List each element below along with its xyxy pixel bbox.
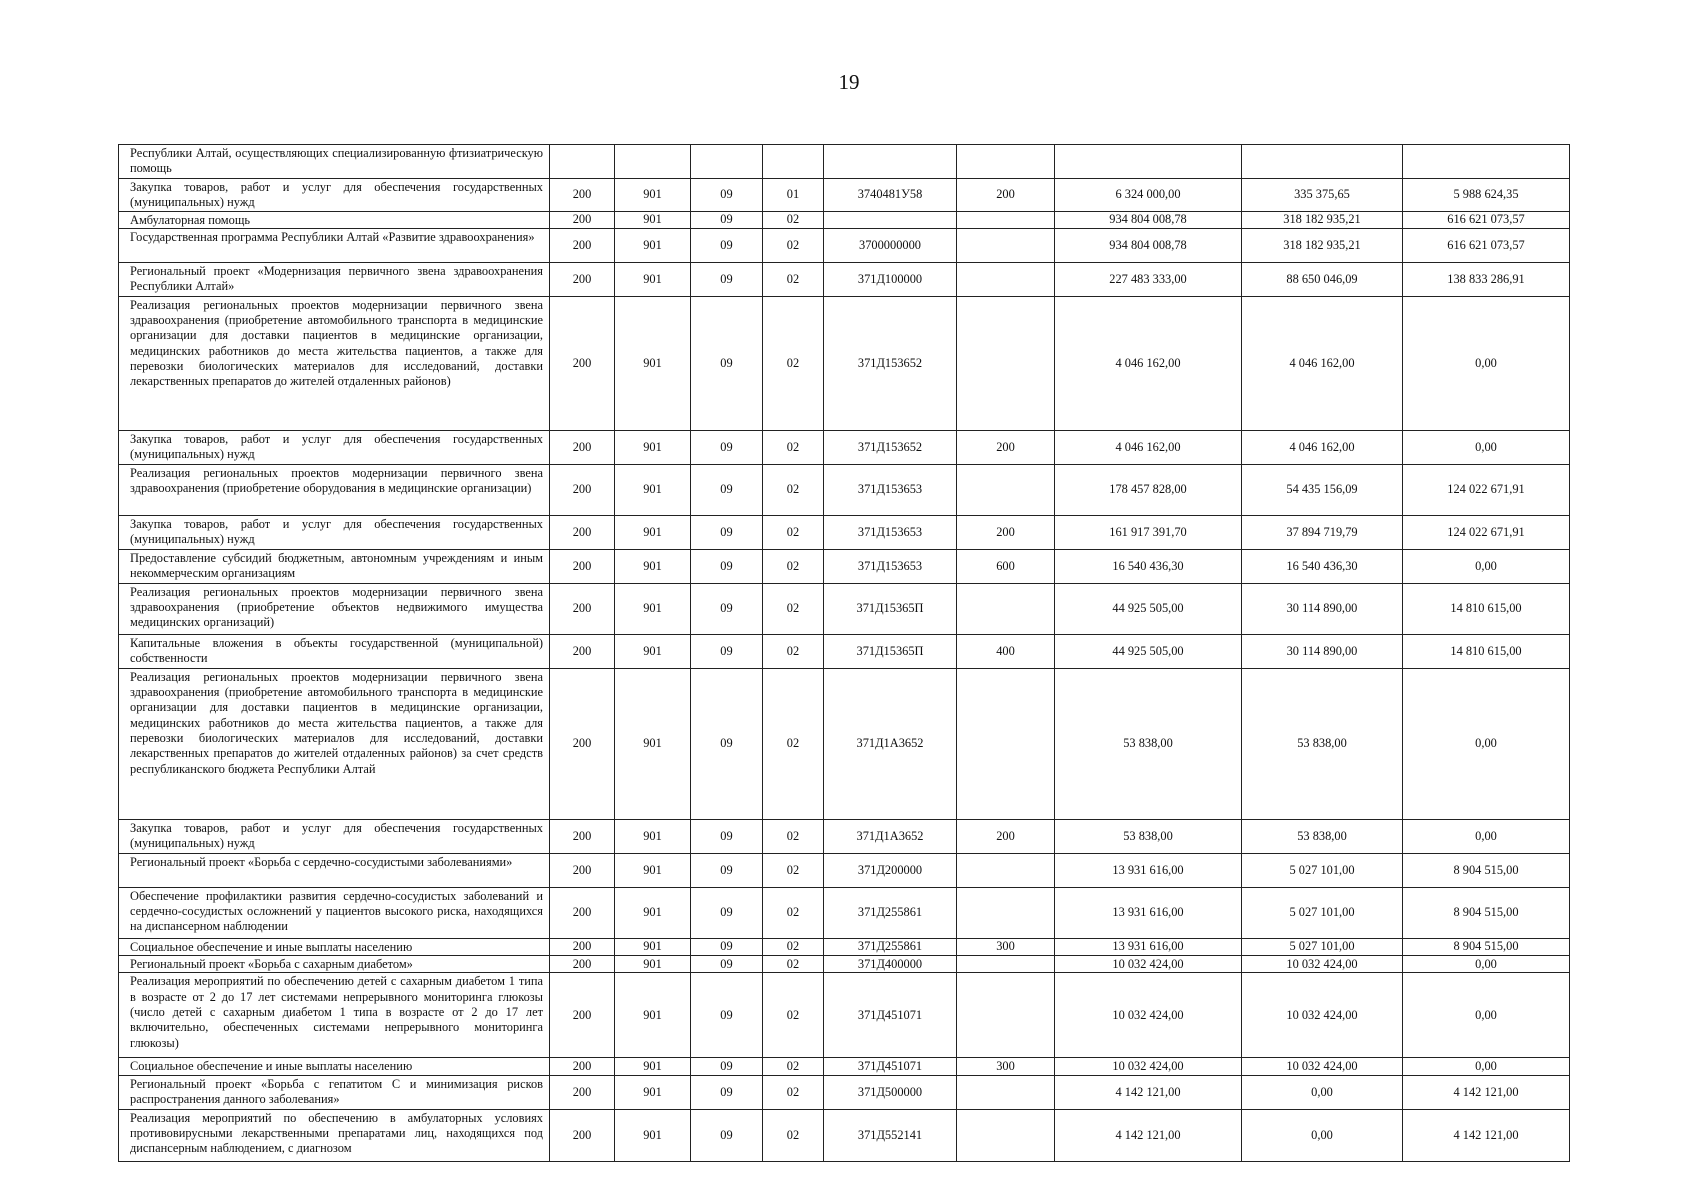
- table-row: [119, 668, 1570, 819]
- row-description: Республики Алтай, осуществляющих специализированную фтизиатрическую помощь: [119, 145, 550, 179]
- remainder-amount: 0,00: [1403, 296, 1570, 430]
- section-code: 09: [691, 973, 763, 1058]
- subsection-code: [763, 145, 824, 179]
- table-row: [119, 973, 1570, 1058]
- expense-type-code: 400: [957, 634, 1055, 668]
- remainder-amount: 0,00: [1403, 819, 1570, 853]
- ministry-code: 901: [615, 228, 691, 262]
- subsection-code: 02: [763, 668, 824, 819]
- section-code: 09: [691, 938, 763, 955]
- ministry-code: 901: [615, 179, 691, 212]
- executed-amount: 54 435 156,09: [1242, 464, 1403, 515]
- executed-amount: 30 114 890,00: [1242, 583, 1403, 634]
- admin-code: 200: [550, 853, 615, 887]
- ministry-code: 901: [615, 668, 691, 819]
- expense-type-code: [957, 145, 1055, 179]
- table-row: [119, 1109, 1570, 1161]
- expense-type-code: [957, 668, 1055, 819]
- remainder-amount: 0,00: [1403, 549, 1570, 583]
- executed-amount: 37 894 719,79: [1242, 515, 1403, 549]
- row-description: Реализация мероприятий по обеспечению в амбулаторных условиях противовирусными лекарственными препаратами лиц, находящихся под диспансерным наблюдением, с диагнозом: [119, 1109, 550, 1161]
- subsection-code: 02: [763, 938, 824, 955]
- row-description: Реализация региональных проектов модернизации первичного звена здравоохранения (приобретение объектов недвижимого имущества медицинских организаций): [119, 583, 550, 634]
- remainder-amount: 0,00: [1403, 973, 1570, 1058]
- ministry-code: 901: [615, 853, 691, 887]
- ministry-code: 901: [615, 262, 691, 296]
- section-code: 09: [691, 296, 763, 430]
- executed-amount: [1242, 145, 1403, 179]
- subsection-code: 02: [763, 549, 824, 583]
- table-row: [119, 296, 1570, 430]
- planned-amount: 10 032 424,00: [1055, 1058, 1242, 1075]
- expense-type-code: 200: [957, 430, 1055, 464]
- table-row: [119, 515, 1570, 549]
- remainder-amount: 8 904 515,00: [1403, 853, 1570, 887]
- row-description: Региональный проект «Модернизация первичного звена здравоохранения Республики Алтай»: [119, 262, 550, 296]
- section-code: 09: [691, 1075, 763, 1109]
- ministry-code: 901: [615, 549, 691, 583]
- subsection-code: 02: [763, 853, 824, 887]
- row-description: Закупка товаров, работ и услуг для обеспечения государственных (муниципальных) нужд: [119, 515, 550, 549]
- ministry-code: 901: [615, 819, 691, 853]
- remainder-amount: 4 142 121,00: [1403, 1109, 1570, 1161]
- remainder-amount: 0,00: [1403, 1058, 1570, 1075]
- row-description: Реализация региональных проектов модернизации первичного звена здравоохранения (приобретение оборудования в медицинские организации): [119, 464, 550, 515]
- table-row: [119, 179, 1570, 212]
- section-code: 09: [691, 211, 763, 228]
- target-article-code: 3740481У58: [824, 179, 957, 212]
- subsection-code: 02: [763, 819, 824, 853]
- planned-amount: 10 032 424,00: [1055, 956, 1242, 973]
- subsection-code: 02: [763, 956, 824, 973]
- subsection-code: 02: [763, 1058, 824, 1075]
- admin-code: 200: [550, 296, 615, 430]
- executed-amount: 318 182 935,21: [1242, 228, 1403, 262]
- table-row: [119, 464, 1570, 515]
- admin-code: 200: [550, 1075, 615, 1109]
- subsection-code: 02: [763, 228, 824, 262]
- target-article-code: 3700000000: [824, 228, 957, 262]
- table-row: [119, 430, 1570, 464]
- section-code: 09: [691, 853, 763, 887]
- remainder-amount: 0,00: [1403, 430, 1570, 464]
- expense-type-code: [957, 973, 1055, 1058]
- subsection-code: 02: [763, 430, 824, 464]
- executed-amount: 5 027 101,00: [1242, 887, 1403, 938]
- executed-amount: 10 032 424,00: [1242, 956, 1403, 973]
- expense-type-code: [957, 228, 1055, 262]
- ministry-code: 901: [615, 956, 691, 973]
- row-description: Региональный проект «Борьба с сахарным диабетом»: [119, 956, 550, 973]
- table-row: [119, 887, 1570, 938]
- table-row: [119, 228, 1570, 262]
- row-description: Обеспечение профилактики развития сердечно-сосудистых заболеваний и сердечно-сосудистых осложнений у пациентов высокого риска, находящихся на диспансерном наблюдении: [119, 887, 550, 938]
- planned-amount: 4 046 162,00: [1055, 296, 1242, 430]
- section-code: [691, 145, 763, 179]
- expense-type-code: [957, 1075, 1055, 1109]
- subsection-code: 02: [763, 1109, 824, 1161]
- planned-amount: 227 483 333,00: [1055, 262, 1242, 296]
- section-code: 09: [691, 228, 763, 262]
- section-code: 09: [691, 464, 763, 515]
- row-description: Реализация региональных проектов модернизации первичного звена здравоохранения (приобретение автомобильного транспорта в медицинские организации для доставки пациентов в медицинские организации, медицинских работников до места жительства пациентов, а также для перевозки биологических материалов для исследований, доставки лекарственных препаратов до жителей отдаленных районов) за счет средств республиканского бюджета Республики Алтай: [119, 668, 550, 819]
- executed-amount: 5 027 101,00: [1242, 853, 1403, 887]
- row-description: Капитальные вложения в объекты государственной (муниципальной) собственности: [119, 634, 550, 668]
- remainder-amount: 0,00: [1403, 956, 1570, 973]
- executed-amount: 5 027 101,00: [1242, 938, 1403, 955]
- remainder-amount: 138 833 286,91: [1403, 262, 1570, 296]
- target-article-code: 371Д153653: [824, 515, 957, 549]
- planned-amount: 934 804 008,78: [1055, 211, 1242, 228]
- planned-amount: 53 838,00: [1055, 668, 1242, 819]
- expense-type-code: 300: [957, 938, 1055, 955]
- section-code: 09: [691, 262, 763, 296]
- target-article-code: 371Д1А3652: [824, 668, 957, 819]
- subsection-code: 02: [763, 1075, 824, 1109]
- section-code: 09: [691, 515, 763, 549]
- expense-type-code: [957, 262, 1055, 296]
- table-row: [119, 853, 1570, 887]
- target-article-code: 371Д1А3652: [824, 819, 957, 853]
- executed-amount: 88 650 046,09: [1242, 262, 1403, 296]
- table-row: [119, 956, 1570, 973]
- admin-code: 200: [550, 515, 615, 549]
- planned-amount: 934 804 008,78: [1055, 228, 1242, 262]
- admin-code: 200: [550, 1058, 615, 1075]
- row-description: Закупка товаров, работ и услуг для обеспечения государственных (муниципальных) нужд: [119, 430, 550, 464]
- expense-type-code: [957, 211, 1055, 228]
- row-description: Закупка товаров, работ и услуг для обеспечения государственных (муниципальных) нужд: [119, 179, 550, 212]
- executed-amount: 318 182 935,21: [1242, 211, 1403, 228]
- admin-code: 200: [550, 179, 615, 212]
- planned-amount: [1055, 145, 1242, 179]
- admin-code: 200: [550, 668, 615, 819]
- section-code: 09: [691, 1109, 763, 1161]
- ministry-code: 901: [615, 1058, 691, 1075]
- expense-type-code: [957, 853, 1055, 887]
- ministry-code: 901: [615, 634, 691, 668]
- section-code: 09: [691, 634, 763, 668]
- subsection-code: 02: [763, 262, 824, 296]
- planned-amount: 16 540 436,30: [1055, 549, 1242, 583]
- row-description: Социальное обеспечение и иные выплаты населению: [119, 938, 550, 955]
- admin-code: [550, 145, 615, 179]
- ministry-code: 901: [615, 515, 691, 549]
- expense-type-code: [957, 464, 1055, 515]
- row-description: Государственная программа Республики Алтай «Развитие здравоохранения»: [119, 228, 550, 262]
- executed-amount: 16 540 436,30: [1242, 549, 1403, 583]
- planned-amount: 178 457 828,00: [1055, 464, 1242, 515]
- section-code: 09: [691, 549, 763, 583]
- admin-code: 200: [550, 262, 615, 296]
- expense-type-code: 200: [957, 515, 1055, 549]
- table-row: [119, 1075, 1570, 1109]
- planned-amount: 4 142 121,00: [1055, 1075, 1242, 1109]
- ministry-code: 901: [615, 973, 691, 1058]
- subsection-code: 02: [763, 634, 824, 668]
- page-number: 19: [838, 70, 860, 94]
- expense-type-code: 200: [957, 819, 1055, 853]
- expense-type-code: [957, 1109, 1055, 1161]
- target-article-code: 371Д153653: [824, 464, 957, 515]
- row-description: Региональный проект «Борьба с сердечно-сосудистыми заболеваниями»: [119, 853, 550, 887]
- target-article-code: 371Д15365П: [824, 634, 957, 668]
- subsection-code: 02: [763, 515, 824, 549]
- budget-table: [118, 144, 1570, 1162]
- planned-amount: 161 917 391,70: [1055, 515, 1242, 549]
- target-article-code: 371Д451071: [824, 1058, 957, 1075]
- subsection-code: 02: [763, 973, 824, 1058]
- remainder-amount: [1403, 145, 1570, 179]
- planned-amount: 4 046 162,00: [1055, 430, 1242, 464]
- executed-amount: 0,00: [1242, 1075, 1403, 1109]
- table-row: [119, 145, 1570, 179]
- expense-type-code: 200: [957, 179, 1055, 212]
- executed-amount: 53 838,00: [1242, 819, 1403, 853]
- table-row: [119, 262, 1570, 296]
- expense-type-code: 300: [957, 1058, 1055, 1075]
- expense-type-code: [957, 887, 1055, 938]
- table-row: [119, 583, 1570, 634]
- subsection-code: 02: [763, 211, 824, 228]
- target-article-code: [824, 211, 957, 228]
- section-code: 09: [691, 583, 763, 634]
- ministry-code: 901: [615, 211, 691, 228]
- table-row: [119, 819, 1570, 853]
- planned-amount: 6 324 000,00: [1055, 179, 1242, 212]
- ministry-code: 901: [615, 430, 691, 464]
- admin-code: 200: [550, 887, 615, 938]
- target-article-code: 371Д255861: [824, 938, 957, 955]
- remainder-amount: 124 022 671,91: [1403, 515, 1570, 549]
- expense-type-code: [957, 583, 1055, 634]
- planned-amount: 10 032 424,00: [1055, 973, 1242, 1058]
- table-row: [119, 634, 1570, 668]
- planned-amount: 44 925 505,00: [1055, 634, 1242, 668]
- section-code: 09: [691, 179, 763, 212]
- section-code: 09: [691, 1058, 763, 1075]
- admin-code: 200: [550, 973, 615, 1058]
- section-code: 09: [691, 668, 763, 819]
- expense-type-code: [957, 296, 1055, 430]
- remainder-amount: 14 810 615,00: [1403, 583, 1570, 634]
- ministry-code: 901: [615, 296, 691, 430]
- subsection-code: 02: [763, 583, 824, 634]
- section-code: 09: [691, 887, 763, 938]
- target-article-code: 371Д100000: [824, 262, 957, 296]
- admin-code: 200: [550, 956, 615, 973]
- table-row: [119, 549, 1570, 583]
- subsection-code: 02: [763, 296, 824, 430]
- admin-code: 200: [550, 1109, 615, 1161]
- row-description: Социальное обеспечение и иные выплаты населению: [119, 1058, 550, 1075]
- remainder-amount: 0,00: [1403, 668, 1570, 819]
- ministry-code: [615, 145, 691, 179]
- expense-type-code: 600: [957, 549, 1055, 583]
- ministry-code: 901: [615, 938, 691, 955]
- admin-code: 200: [550, 583, 615, 634]
- ministry-code: 901: [615, 887, 691, 938]
- expense-type-code: [957, 956, 1055, 973]
- admin-code: 200: [550, 228, 615, 262]
- target-article-code: 371Д451071: [824, 973, 957, 1058]
- planned-amount: 13 931 616,00: [1055, 938, 1242, 955]
- ministry-code: 901: [615, 1075, 691, 1109]
- target-article-code: 371Д255861: [824, 887, 957, 938]
- target-article-code: 371Д552141: [824, 1109, 957, 1161]
- row-description: Амбулаторная помощь: [119, 211, 550, 228]
- section-code: 09: [691, 430, 763, 464]
- planned-amount: 13 931 616,00: [1055, 887, 1242, 938]
- table-row: [119, 211, 1570, 228]
- ministry-code: 901: [615, 464, 691, 515]
- planned-amount: 13 931 616,00: [1055, 853, 1242, 887]
- subsection-code: 02: [763, 887, 824, 938]
- executed-amount: 4 046 162,00: [1242, 430, 1403, 464]
- remainder-amount: 8 904 515,00: [1403, 887, 1570, 938]
- admin-code: 200: [550, 211, 615, 228]
- subsection-code: 01: [763, 179, 824, 212]
- table-body: [119, 145, 1570, 1162]
- executed-amount: 10 032 424,00: [1242, 973, 1403, 1058]
- admin-code: 200: [550, 938, 615, 955]
- target-article-code: [824, 145, 957, 179]
- target-article-code: 371Д153653: [824, 549, 957, 583]
- section-code: 09: [691, 819, 763, 853]
- row-description: Реализация мероприятий по обеспечению детей с сахарным диабетом 1 типа в возрасте от 2 до 17 лет системами непрерывного мониторинга глюкозы (число детей с сахарным диабетом 1 типа в возрасте от 2 до 17 лет включительно, обеспеченных системами непрерывного мониторинга глюкозы): [119, 973, 550, 1058]
- subsection-code: 02: [763, 464, 824, 515]
- row-description: Реализация региональных проектов модернизации первичного звена здравоохранения (приобретение автомобильного транспорта в медицинские организации для доставки пациентов в медицинские организации, медицинских работников до места жительства пациентов, а также для перевозки биологических материалов для исследований, доставки лекарственных препаратов до жителей отдаленных районов): [119, 296, 550, 430]
- executed-amount: 0,00: [1242, 1109, 1403, 1161]
- executed-amount: 10 032 424,00: [1242, 1058, 1403, 1075]
- target-article-code: 371Д153652: [824, 296, 957, 430]
- remainder-amount: 616 621 073,57: [1403, 211, 1570, 228]
- planned-amount: 44 925 505,00: [1055, 583, 1242, 634]
- admin-code: 200: [550, 634, 615, 668]
- executed-amount: 53 838,00: [1242, 668, 1403, 819]
- row-description: Закупка товаров, работ и услуг для обеспечения государственных (муниципальных) нужд: [119, 819, 550, 853]
- table-row: [119, 938, 1570, 955]
- remainder-amount: 4 142 121,00: [1403, 1075, 1570, 1109]
- target-article-code: 371Д400000: [824, 956, 957, 973]
- target-article-code: 371Д153652: [824, 430, 957, 464]
- executed-amount: 335 375,65: [1242, 179, 1403, 212]
- remainder-amount: 616 621 073,57: [1403, 228, 1570, 262]
- row-description: Предоставление субсидий бюджетным, автономным учреждениям и иным некоммерческим организациям: [119, 549, 550, 583]
- ministry-code: 901: [615, 583, 691, 634]
- planned-amount: 4 142 121,00: [1055, 1109, 1242, 1161]
- remainder-amount: 124 022 671,91: [1403, 464, 1570, 515]
- table-row: [119, 1058, 1570, 1075]
- remainder-amount: 5 988 624,35: [1403, 179, 1570, 212]
- ministry-code: 901: [615, 1109, 691, 1161]
- target-article-code: 371Д15365П: [824, 583, 957, 634]
- remainder-amount: 14 810 615,00: [1403, 634, 1570, 668]
- admin-code: 200: [550, 430, 615, 464]
- admin-code: 200: [550, 549, 615, 583]
- target-article-code: 371Д200000: [824, 853, 957, 887]
- admin-code: 200: [550, 819, 615, 853]
- admin-code: 200: [550, 464, 615, 515]
- target-article-code: 371Д500000: [824, 1075, 957, 1109]
- executed-amount: 30 114 890,00: [1242, 634, 1403, 668]
- planned-amount: 53 838,00: [1055, 819, 1242, 853]
- remainder-amount: 8 904 515,00: [1403, 938, 1570, 955]
- executed-amount: 4 046 162,00: [1242, 296, 1403, 430]
- section-code: 09: [691, 956, 763, 973]
- row-description: Региональный проект «Борьба с гепатитом С и минимизация рисков распространения данного заболевания»: [119, 1075, 550, 1109]
